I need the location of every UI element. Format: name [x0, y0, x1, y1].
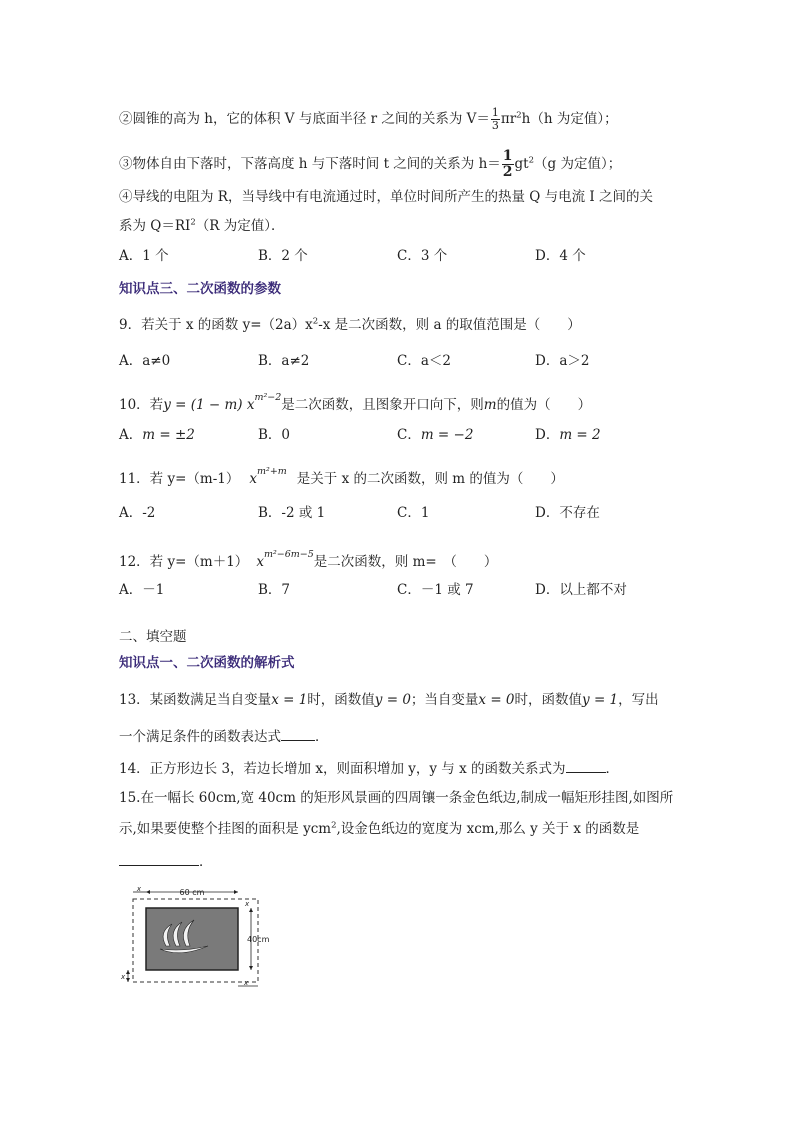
q9-option-a: A．a≠0 — [119, 353, 171, 369]
q11-option-c: C．1 — [397, 505, 430, 521]
q12-text-a: 12．若 y=（m＋1） — [119, 554, 249, 570]
q14-stem — [119, 758, 619, 779]
q8-item-3-tail: （g 为定值）； — [534, 156, 622, 172]
q13-text-a: 13．某函数满足当自变量 — [119, 692, 272, 708]
q10-var: m — [483, 397, 497, 413]
q12-text-b: 是二次函数，则 m= （ ） — [313, 554, 498, 570]
q9-text-a: 9．若关于 x 的函数 y=（2a）x — [119, 317, 313, 333]
q9-option-c: C．a＜2 — [397, 353, 451, 369]
q8-option-c: C．3 个 — [397, 248, 448, 264]
q11-option-d: D．不存在 — [535, 505, 600, 521]
q10-option-b: B．0 — [258, 427, 291, 443]
q13-math-4: y = 1 — [582, 692, 619, 708]
option-math: m = −2 — [420, 427, 474, 443]
section-fill-in-blank: 二、填空题 — [119, 629, 187, 645]
q12-option-c: C．－1 或 7 — [397, 582, 474, 598]
q8-item-4-line1: ④导线的电阻为 R，当导线中有电流通过时，单位时间所产生的热量 Q 与电流 I 之间的关 — [119, 189, 654, 205]
q11-exponent: m²+m — [257, 466, 287, 477]
fraction-one-half — [502, 149, 514, 180]
q10-exponent: m²−2 — [254, 392, 282, 403]
fraction-numerator: 1 — [502, 148, 513, 164]
option-letter: D． — [535, 427, 560, 443]
q8-item-2-text: ②圆锥的高为 h，它的体积 V 与底面半径 r 之间的关系为 V＝ — [119, 111, 490, 127]
q11-option-b: B．-2 或 1 — [258, 505, 326, 521]
superscript: 2 — [312, 316, 319, 327]
q12-option-b: B．7 — [258, 582, 291, 598]
height-label: 40cm — [247, 935, 270, 944]
q12-exponent: m²−6m−5 — [263, 549, 314, 560]
q13-text-e: ，写出 — [618, 692, 659, 708]
q10-stem — [119, 388, 591, 415]
q8-item-4-tail: （R 为定值）． — [195, 218, 285, 234]
q13-text-d: 时，函数值 — [514, 692, 583, 708]
q13-line1 — [119, 690, 659, 710]
q13-line2-text: 一个满足条件的函数表达式 — [119, 729, 281, 745]
period: ． — [199, 854, 213, 870]
fraction-denominator: 3 — [491, 119, 499, 132]
option-math: m = 2 — [559, 427, 601, 443]
q10-text-b: 是二次函数，且图象开口向下，则 — [281, 397, 484, 413]
q11-stem — [119, 462, 564, 489]
q8-item-2-pi-r: πr — [500, 111, 517, 127]
x-label-bottom-right: x — [244, 979, 249, 987]
q13-text-b: 时，函数值 — [307, 692, 375, 708]
q8-item-3-text: ③物体自由下落时，下落高度 h 与下落时间 t 之间的关系为 h＝ — [119, 156, 501, 172]
q8-item-3 — [119, 149, 621, 180]
q8-item-4-formula: 系为 Q＝RI — [119, 218, 191, 234]
x-label-top-right: x — [245, 900, 250, 908]
x-label-top-left: x — [136, 886, 142, 893]
q8-item-4-line2 — [119, 216, 285, 236]
option-math: m = ±2 — [142, 427, 195, 443]
q14-text: 14．正方形边长 3，若边长增加 x，则面积增加 y，y 与 x 的函数关系式为 — [119, 761, 566, 777]
option-letter: A． — [119, 427, 143, 443]
q10-option-c — [397, 425, 473, 445]
q13-math-1: x = 1 — [271, 692, 308, 708]
q11-text-a: 11．若 y=（m-1） — [119, 471, 240, 487]
q15-line3 — [119, 851, 213, 872]
heading-knowledge-point-3: 知识点三、二次函数的参数 — [119, 281, 281, 297]
superscript: 2 — [516, 110, 522, 121]
answer-blank[interactable] — [566, 758, 606, 773]
q8-option-d: D．4 个 — [535, 248, 586, 264]
heading-knowledge-point-1: 知识点一、二次函数的解析式 — [119, 655, 295, 671]
q9-text-b: -x 是二次函数，则 a 的取值范围是（ ） — [318, 317, 581, 333]
q15-line2 — [119, 819, 639, 839]
q13-text-c: ；当自变量 — [410, 692, 479, 708]
q10-prefix: 10．若 — [119, 397, 164, 413]
landscape-painting — [146, 908, 238, 970]
x-label-bottom-left: x — [121, 973, 126, 981]
fraction-one-third — [491, 107, 500, 132]
q12-base: x — [256, 554, 264, 570]
q10-formula: y = (1 − m) x — [163, 397, 255, 413]
q12-option-d: D．以上都不对 — [535, 582, 627, 598]
answer-blank[interactable] — [119, 851, 199, 866]
q9-option-d: D．a＞2 — [535, 353, 590, 369]
q15-line1: 15.在一幅长 60cm,宽 40cm 的矩形风景画的四周镶一条金色纸边,制成一幅矩形挂图,如图所 — [119, 790, 674, 806]
period: ． — [605, 761, 619, 777]
q13-line2 — [119, 726, 329, 747]
fraction-denominator: 2 — [502, 164, 513, 180]
q12-stem — [119, 545, 497, 572]
superscript: 2 — [190, 217, 196, 228]
q10-option-d — [535, 425, 601, 445]
q9-stem — [119, 315, 581, 335]
q15-line2-tail: ,设金色纸边的宽度为 xcm,那么 y 关于 x 的函数是 — [336, 821, 640, 837]
q12-option-a: A．－1 — [119, 582, 165, 598]
q8-item-2 — [119, 107, 618, 132]
q11-text-b: 是关于 x 的二次函数，则 m 的值为（ ） — [296, 471, 564, 487]
superscript: 2 — [331, 820, 337, 831]
option-letter: C． — [397, 427, 421, 443]
q8-item-2-tail: h（h 为定值）； — [521, 111, 618, 127]
q8-option-a: A．1 个 — [119, 248, 169, 264]
answer-blank[interactable] — [281, 726, 315, 741]
width-label: 60 cm — [179, 888, 205, 897]
period: ． — [315, 729, 329, 745]
q13-math-2: y = 0 — [374, 692, 411, 708]
q8-item-3-gt: gt — [514, 156, 529, 172]
framed-picture-figure — [118, 886, 278, 996]
fraction-numerator: 1 — [491, 106, 499, 119]
q11-option-a: A．-2 — [119, 505, 156, 521]
q10-text-c: 的值为（ ） — [496, 397, 592, 413]
q9-option-b: B．a≠2 — [258, 353, 310, 369]
q8-option-b: B．2 个 — [258, 248, 308, 264]
q11-base: x — [249, 471, 257, 487]
q13-math-3: x = 0 — [478, 692, 515, 708]
superscript: 2 — [528, 155, 535, 166]
q10-option-a — [119, 425, 195, 445]
q15-line2-text: 示,如果要使整个挂图的面积是 ycm — [119, 821, 332, 837]
